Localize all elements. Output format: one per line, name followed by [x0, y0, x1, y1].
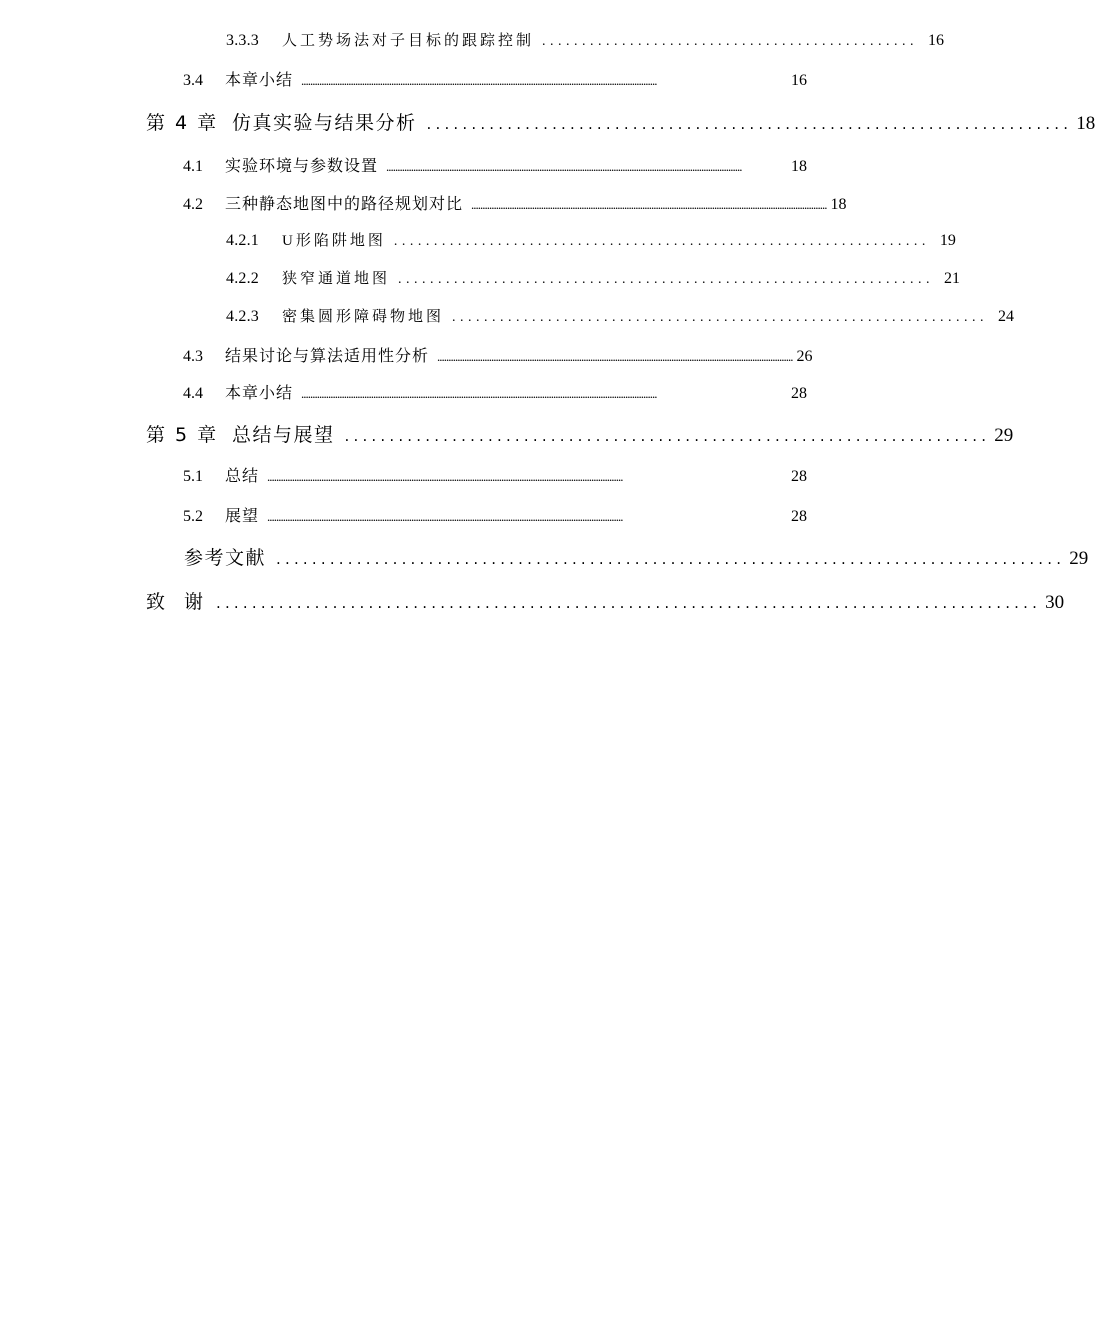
toc-page-number: 21: [944, 270, 961, 287]
toc-dot-leader: ............................................................................................: [216, 594, 1042, 612]
toc-entry-4-2[interactable]: [183, 191, 847, 214]
toc-entry-references[interactable]: [184, 543, 1089, 570]
toc-entry-title: 本章小结: [225, 385, 294, 402]
toc-entry-chapter-5[interactable]: [146, 420, 1014, 447]
toc-entry-number: 4.1: [183, 158, 203, 175]
toc-page-number: 24: [998, 308, 1015, 325]
toc-entry-4-2-2[interactable]: [226, 267, 961, 288]
toc-entry-4-2-1[interactable]: [226, 229, 956, 250]
toc-entry-title: 总结: [225, 468, 260, 485]
toc-entry-number: 4.4: [183, 385, 203, 402]
toc-dot-leader: ........................................................................: [426, 115, 1073, 133]
toc-page-number: 29: [1069, 548, 1089, 569]
toc-entry-number: 4.3: [183, 348, 203, 365]
toc-entry-number: 4.2.1: [226, 232, 259, 249]
toc-dot-leader: ..............................................................................................................................................................: [301, 73, 657, 88]
toc-page-number: 16: [928, 32, 945, 49]
toc-entry-4-4[interactable]: [183, 380, 807, 403]
toc-entry-number: 5.1: [183, 468, 203, 485]
toc-dot-leader: ..............................................................................................................................................................: [301, 386, 657, 401]
toc-dot-leader: ........................................................................................: [276, 550, 1066, 568]
toc-dot-leader: ..............................................................................................................................................................: [267, 509, 623, 524]
toc-entry-title: 实验环境与参数设置: [225, 158, 379, 175]
toc-dot-leader: ...............................................: [542, 34, 919, 49]
toc-page-number: 26: [796, 348, 813, 365]
toc-page-number: 16: [791, 72, 807, 89]
toc-page-number: 18: [791, 158, 807, 175]
toc-dot-leader: ...................................................................: [398, 272, 935, 287]
toc-page-number: 18: [1076, 113, 1095, 134]
toc-entry-4-2-3[interactable]: [226, 305, 1015, 326]
toc-entry-title: 总结与展望: [232, 424, 335, 446]
toc-dot-leader: ..............................................................................................................................................................: [386, 159, 742, 174]
toc-entry-title: 人工势场法对子目标的跟踪控制: [282, 33, 535, 49]
toc-entry-number: 致 谢: [146, 591, 204, 613]
toc-entry-chapter-4[interactable]: [146, 108, 1095, 135]
toc-dot-leader: ..............................................................................................................................................................: [267, 469, 623, 484]
toc-entry-number: 4.2.3: [226, 308, 259, 325]
toc-entry-title: 三种静态地图中的路径规划对比: [225, 196, 464, 213]
toc-entry-number: 5.2: [183, 508, 203, 525]
toc-entry-title: 狭窄通道地图: [282, 271, 391, 287]
toc-entry-title: 仿真实验与结果分析: [232, 112, 417, 134]
toc-entry-3-3-3[interactable]: [226, 29, 945, 50]
toc-entry-4-3[interactable]: [183, 343, 813, 366]
toc-dot-leader: ..............................................................................................................................................................: [437, 349, 793, 364]
toc-page-number: 29: [994, 425, 1014, 446]
toc-entry-number: 3.4: [183, 72, 203, 89]
toc-entry-5-1[interactable]: [183, 463, 807, 486]
toc-dot-leader: ........................................................................: [344, 427, 991, 445]
toc-entry-title: 本章小结: [225, 72, 294, 89]
toc-entry-number: 第 5 章: [146, 424, 219, 446]
toc-page-number: 28: [791, 385, 807, 402]
toc-page-number: 28: [791, 508, 807, 525]
toc-entry-number: 3.3.3: [226, 32, 259, 49]
toc-entry-title: 密集圆形障碍物地图: [282, 309, 445, 325]
toc-dot-leader: ...................................................................: [452, 310, 989, 325]
toc-entry-title: 参考文献: [184, 547, 267, 569]
table-of-contents: [0, 0, 1095, 640]
toc-dot-leader: ...................................................................: [393, 234, 930, 249]
toc-entry-number: 4.2: [183, 196, 203, 213]
toc-entry-number: 4.2.2: [226, 270, 259, 287]
toc-dot-leader: ..............................................................................................................................................................: [471, 197, 827, 212]
toc-entry-title: 展望: [225, 508, 260, 525]
toc-page-number: 18: [830, 196, 847, 213]
toc-entry-title: U形陷阱地图: [282, 233, 386, 249]
toc-entry-5-2[interactable]: [183, 503, 807, 526]
toc-page-number: 28: [791, 468, 807, 485]
toc-entry-acknowledgements[interactable]: [146, 587, 1065, 614]
toc-entry-title: 结果讨论与算法适用性分析: [225, 348, 430, 365]
toc-entry-4-1[interactable]: [183, 153, 807, 176]
toc-entry-number: 第 4 章: [146, 112, 219, 134]
toc-page-number: 30: [1045, 592, 1065, 613]
toc-page-number: 19: [939, 232, 956, 249]
toc-entry-3-4[interactable]: [183, 67, 807, 90]
